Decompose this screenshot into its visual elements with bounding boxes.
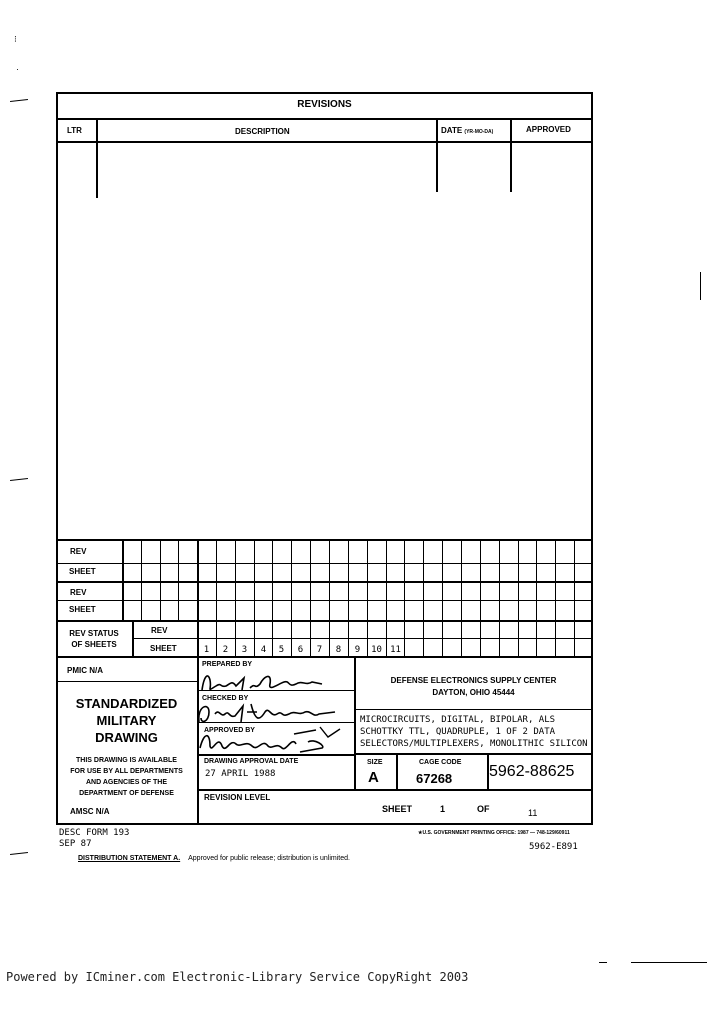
scan-mark bbox=[700, 272, 701, 300]
date-format-label: (YR-MO-DA) bbox=[464, 129, 494, 135]
grid-column-line bbox=[272, 539, 273, 656]
title-drawing: DRAWING bbox=[95, 730, 158, 745]
date-header-label: DATE bbox=[441, 126, 463, 135]
divider bbox=[56, 563, 593, 564]
scan-mark bbox=[631, 962, 707, 963]
sheet-number: 9 bbox=[354, 645, 361, 655]
grid-column-line bbox=[329, 539, 330, 656]
approval-date-value: 27 APRIL 1988 bbox=[205, 769, 276, 779]
divider bbox=[56, 620, 593, 622]
divider bbox=[132, 638, 593, 639]
sheet-number: 6 bbox=[297, 645, 304, 655]
approved-by-label: APPROVED BY bbox=[204, 727, 255, 734]
amsc-label: AMSC N/A bbox=[70, 807, 110, 816]
availability-line: THIS DRAWING IS AVAILABLE bbox=[76, 757, 177, 764]
date-header bbox=[441, 126, 493, 135]
form-line1: DESC FORM 193 bbox=[59, 828, 130, 838]
distribution-statement bbox=[78, 855, 350, 862]
ltr-header: LTR bbox=[67, 126, 82, 135]
title-line: MICROCIRCUITS, DIGITAL, BIPOLAR, ALS bbox=[360, 715, 556, 725]
divider bbox=[354, 709, 593, 710]
standardized-military-drawing bbox=[56, 695, 197, 746]
grid-column-line bbox=[404, 539, 405, 656]
divider bbox=[56, 539, 593, 541]
size-value: A bbox=[368, 769, 379, 786]
grid-column-line bbox=[499, 539, 500, 656]
grid-column-line bbox=[216, 539, 217, 656]
form-code: 5962-E891 bbox=[529, 842, 578, 852]
rev-status-line2: OF SHEETS bbox=[71, 640, 117, 649]
title-line: SELECTORS/MULTIPLEXERS, MONOLITHIC SILICON bbox=[360, 739, 588, 749]
divider bbox=[354, 753, 593, 755]
sheet-number: 4 bbox=[260, 645, 267, 655]
sheet-number: 7 bbox=[316, 645, 323, 655]
divider bbox=[197, 789, 593, 791]
approved-header: APPROVED bbox=[526, 125, 571, 134]
sheet-number: 1 bbox=[203, 645, 210, 655]
divider bbox=[56, 681, 197, 682]
grid-column-line bbox=[442, 539, 443, 656]
title-line: SCHOTTKY TTL, QUADRUPLE, 1 OF 2 DATA bbox=[360, 727, 556, 737]
availability-line: AND AGENCIES OF THE bbox=[85, 779, 168, 786]
printing-office: ★U.S. GOVERNMENT PRINTING OFFICE: 1987 — 748-129/60911 bbox=[418, 830, 570, 836]
divider bbox=[56, 141, 593, 143]
sheet-number: 8 bbox=[335, 645, 342, 655]
grid-column-line bbox=[291, 539, 292, 656]
cage-label: CAGE CODE bbox=[419, 759, 462, 766]
approved-by-signature bbox=[196, 728, 336, 758]
form-line2: SEP 87 bbox=[59, 839, 92, 849]
revisions-title: REVISIONS bbox=[297, 99, 352, 110]
availability-line: DEPARTMENT OF DEFENSE bbox=[79, 790, 174, 797]
grid-column-line bbox=[536, 539, 537, 656]
scan-mark bbox=[10, 478, 28, 481]
description-header: DESCRIPTION bbox=[235, 127, 290, 136]
grid-column-line bbox=[480, 539, 481, 656]
grid-column-line bbox=[235, 539, 236, 656]
grid-column-line bbox=[574, 539, 575, 656]
grid-column-line bbox=[555, 539, 556, 656]
title-standardized: STANDARDIZED bbox=[75, 696, 178, 711]
check-mark-scribble bbox=[318, 725, 342, 741]
form-number bbox=[59, 828, 129, 850]
scan-mark bbox=[10, 99, 28, 102]
grid-column-line bbox=[178, 539, 179, 620]
prepared-by-label: PREPARED BY bbox=[202, 661, 253, 668]
scan-mark bbox=[10, 852, 28, 855]
sheet-number: 3 bbox=[241, 645, 248, 655]
sheet-label-2: SHEET bbox=[69, 605, 96, 614]
divider bbox=[436, 118, 438, 192]
grid-column-line bbox=[141, 539, 142, 620]
scan-mark bbox=[599, 962, 607, 963]
total-sheets-value: 11 bbox=[528, 808, 538, 818]
cage-value: 67268 bbox=[416, 771, 453, 786]
sheet-number: 11 bbox=[390, 645, 401, 655]
title-military: MILITARY bbox=[96, 713, 157, 728]
rev-status-label bbox=[60, 628, 128, 650]
checked-by-label: CHECKED BY bbox=[202, 695, 249, 702]
grid-column-line bbox=[254, 539, 255, 656]
divider bbox=[122, 539, 124, 620]
grid-column-line bbox=[386, 539, 387, 656]
prepared-by-signature bbox=[198, 670, 328, 696]
divider bbox=[56, 600, 593, 601]
checked-by-signature bbox=[195, 700, 345, 726]
drawing-title bbox=[360, 714, 588, 750]
scan-mark: · bbox=[16, 64, 19, 74]
sheet-value: 1 bbox=[440, 804, 446, 814]
sheet-label-1: SHEET bbox=[69, 567, 96, 576]
divider bbox=[56, 581, 593, 583]
divider bbox=[56, 656, 593, 658]
divider bbox=[132, 620, 134, 656]
scan-mark: ⁝ bbox=[14, 34, 17, 44]
sheet-number: 10 bbox=[371, 645, 382, 655]
rev-label-3: REV bbox=[151, 626, 168, 635]
powered-by-footer: Powered by ICminer.com Electronic-Library Service CopyRight 2003 bbox=[6, 970, 469, 984]
agency-block bbox=[354, 675, 593, 699]
pmic-label: PMIC N/A bbox=[67, 666, 103, 675]
sheet-number: 2 bbox=[222, 645, 229, 655]
distribution-label: DISTRIBUTION STATEMENT A. bbox=[78, 855, 181, 862]
agency-line1: DEFENSE ELECTRONICS SUPPLY CENTER bbox=[390, 676, 557, 685]
document-number: 5962-88625 bbox=[489, 763, 575, 780]
sheet-label-3: SHEET bbox=[150, 644, 177, 653]
rev-label-2: REV bbox=[70, 588, 87, 597]
of-label: OF bbox=[477, 804, 490, 814]
grid-column-line bbox=[461, 539, 462, 656]
rev-label-1: REV bbox=[70, 547, 87, 556]
grid-column-line bbox=[367, 539, 368, 656]
size-label: SIZE bbox=[367, 759, 383, 766]
grid-column-line bbox=[423, 539, 424, 656]
grid-column-line bbox=[518, 539, 519, 656]
divider bbox=[510, 118, 512, 192]
availability-note bbox=[56, 755, 197, 799]
divider bbox=[56, 118, 593, 120]
rev-status-line1: REV STATUS bbox=[69, 629, 119, 638]
availability-line: FOR USE BY ALL DEPARTMENTS bbox=[70, 768, 183, 775]
grid-column-line bbox=[348, 539, 349, 656]
grid-column-line bbox=[310, 539, 311, 656]
sheet-label: SHEET bbox=[382, 804, 413, 814]
divider bbox=[396, 753, 398, 789]
divider bbox=[96, 118, 98, 198]
grid-column-line bbox=[160, 539, 161, 620]
agency-line2: DAYTON, OHIO 45444 bbox=[432, 688, 515, 697]
approval-date-label: DRAWING APPROVAL DATE bbox=[204, 758, 299, 765]
revision-level-label: REVISION LEVEL bbox=[204, 793, 271, 802]
distribution-text: Approved for public release; distribution is unlimited. bbox=[188, 855, 350, 862]
sheet-number: 5 bbox=[278, 645, 285, 655]
